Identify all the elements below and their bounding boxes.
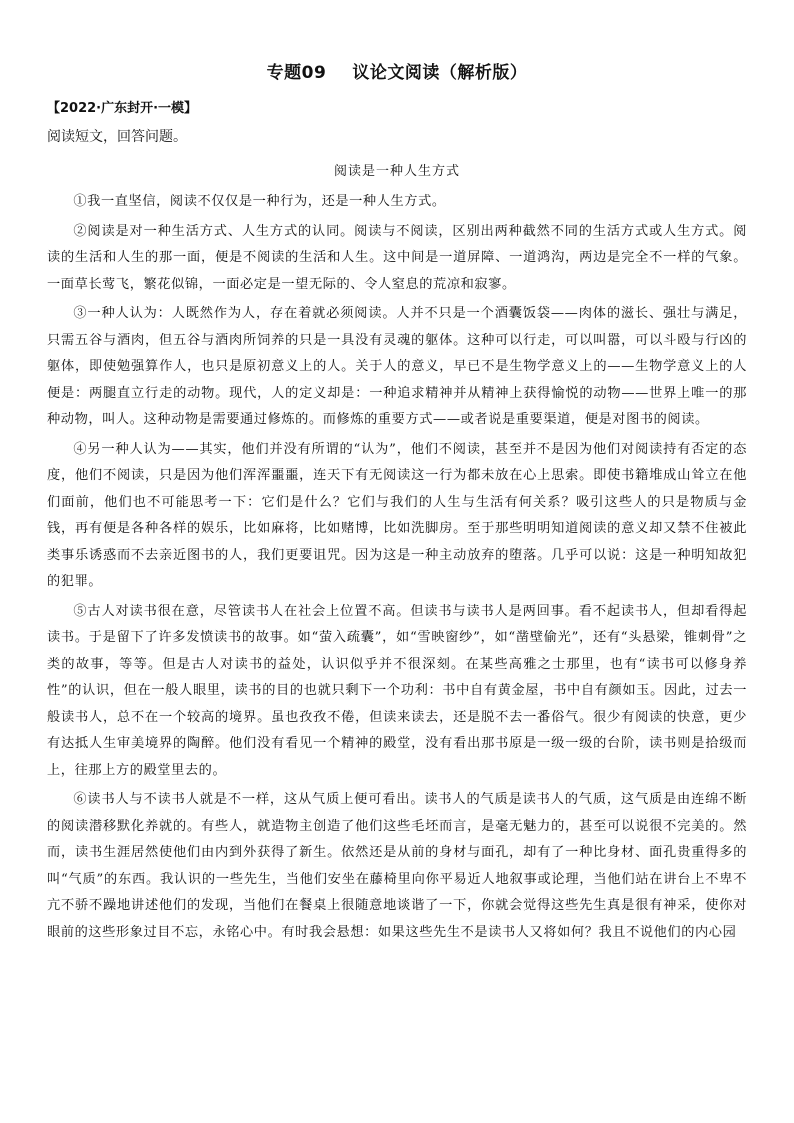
source-tag: 【2022·广东封开·一模】 [47,101,198,116]
reading-instruction: 阅读短文，回答问题。 [47,129,187,145]
paragraph-3: ③一种人认为：人既然作为人，存在着就必须阅读。人并不只是一个酒囊饭袋——肉体的滋长、强壮与满足，只需五谷与酒肉，但五谷与酒肉所饲养的只是一具没有灵魂的躯体。这种可以行走，可以叫嚣，可以斗殴与行凶的躯体，即使勉强算作人，也只是原初意义上的人。关于人的意义，早已不是生物学意义上的——生物学意义上的人便是：两腿直立行走的动物。现代，人的定义却是：一种追求精神并从精神上获得愉悦的动物——世界上唯一的那种动物，叫人。这种动物是需要通过修炼的。而修炼的重要方式——或者说是重要渠道，便是对图书的阅读。 [47,306,747,427]
paragraph-4: ④另一种人认为——其实，他们并没有所谓的“认为”，他们不阅读，甚至并不是因为他们对阅读持有否定的态度，他们不阅读，只是因为他们浑浑噩噩，连天下有无阅读这一行为都未放在心上思索。即使书籍堆成山耸立在他们面前，他们也不可能思考一下：它们是什么？它们与我们的人生与生活有何关系？吸引这些人的只是物质与金钱，再有便是各种各样的娱乐，比如麻将，比如赌博，比如洗脚房。至于那些明明知道阅读的意义却又禁不住被此类事乐诱惑而不去亲近图书的人，我们更要诅咒。因为这是一种主动放弃的堕落。几乎可以说：这是一种明知故犯的犯罪。 [47,441,747,589]
title-topic-name: 议论文阅读（解析版） [352,63,528,83]
document-title [0,58,794,83]
title-topic-number: 专题09 [266,63,327,83]
paragraph-2: ②阅读是对一种生活方式、人生方式的认同。阅读与不阅读，区别出两种截然不同的生活方式或人生方式。阅读的生活和人生的那一面，便是不阅读的生活和人生。这中间是一道屏障、一道鸿沟，两边是完全不一样的气象。一面草长莺飞，繁花似锦，一面必定是一望无际的、令人窒息的荒凉和寂寥。 [47,223,747,292]
essay-body [47,189,747,946]
paragraph-6: ⑥读书人与不读书人就是不一样，这从气质上便可看出。读书人的气质是读书人的气质，这气质是由连绵不断的阅读潜移默化养就的。有些人，就造物主创造了他们这些毛坯而言，是毫无魅力的，甚至可以说很不完美的。然而，读书生涯居然使他们由内到外获得了新生。依然还是从前的身材与面孔，却有了一种比身材、面孔贵重得多的叫“气质”的东西。我认识的一些先生，当他们安坐在藤椅里向你平易近人地叙事或论理，当他们站在讲台上不卑不亢不骄不躁地讲述他们的发现，当他们在餐桌上很随意地谈谐了一下，你就会觉得这些先生真是很有神采，使你对眼前的这些形象过目不忘，永铭心中。有时我会悬想：如果这些先生不是读书人又将如何？我且不说他们的内心园 [47,792,747,940]
paragraph-1: ①我一直坚信，阅读不仅仅是一种行为，还是一种人生方式。 [73,194,446,209]
essay-title: 阅读是一种人生方式 [333,164,460,179]
paragraph-5: ⑤古人对读书很在意，尽管读书人在社会上位置不高。但读书与读书人是两回事。看不起读书人，但却看得起读书。于是留下了许多发愤读书的故事。如“萤入疏囊”，如“雪映窗纱”，如“凿壁偷光”，还有“头悬梁，锥刺骨”之类的故事，等等。但是古人对读书的益处，认识似乎并不很深刻。在某些高雅之士那里，也有“读书可以修身养性”的认识，但在一般人眼里，读书的目的也就只剩下一个功利：书中自有黄金屋，书中自有颜如玉。因此，过去一般读书人，总不在一个较高的境界。虽也孜孜不倦，但读来读去，还是脱不去一番俗气。很少有阅读的快意，更少有达抵人生审美境界的陶醉。他们没有看见一个精神的殿堂，没有看出那书原是一级一级的台阶，读书则是拾级而上，往那上方的殿堂里去的。 [47,603,747,778]
